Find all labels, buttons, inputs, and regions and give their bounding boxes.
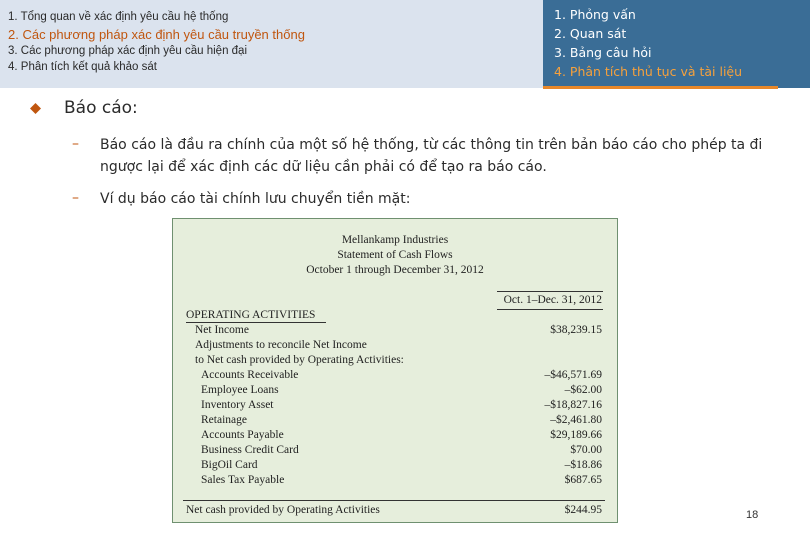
adjustment-value: –$18.86 xyxy=(564,459,602,471)
adjustment-label: Accounts Receivable xyxy=(201,369,299,381)
section-heading: Báo cáo: xyxy=(64,98,138,118)
adjustment-value: –$2,461.80 xyxy=(550,414,602,426)
statement-period: October 1 through December 31, 2012 xyxy=(306,264,484,276)
column-bottom-rule xyxy=(497,309,603,310)
adjustment-label: Business Credit Card xyxy=(201,444,299,456)
adjustment-value: –$62.00 xyxy=(564,384,602,396)
header-accent-rule xyxy=(543,86,778,89)
statement-title: Statement of Cash Flows xyxy=(337,249,453,261)
header-left-item-1: 1. Tổng quan về xác định yêu cầu hệ thống xyxy=(8,11,229,23)
statement-company: Mellankamp Industries xyxy=(341,234,449,246)
total-value: $244.95 xyxy=(564,504,602,516)
diamond-bullet-icon xyxy=(30,103,41,114)
adjustment-value: –$18,827.16 xyxy=(544,399,602,411)
column-top-rule xyxy=(497,291,603,292)
adjustment-value: $70.00 xyxy=(570,444,602,456)
adjustment-heading-2: to Net cash provided by Operating Activities: xyxy=(195,354,404,366)
header-left-item-3: 3. Các phương pháp xác định yêu cầu hiện đại xyxy=(8,45,248,57)
adjustment-label: Retainage xyxy=(201,414,247,426)
adjustment-value: –$46,571.69 xyxy=(544,369,602,381)
section-label: OPERATING ACTIVITIES xyxy=(186,309,316,321)
header-right-item-1: 1. Phỏng vấn xyxy=(554,7,636,22)
dash-bullet-2: – xyxy=(72,190,79,206)
adjustment-label: Sales Tax Payable xyxy=(201,474,285,486)
adjustment-label: Inventory Asset xyxy=(201,399,274,411)
adjustment-heading-1: Adjustments to reconcile Net Income xyxy=(195,339,367,351)
net-income-label: Net Income xyxy=(195,324,249,336)
column-header: Oct. 1–Dec. 31, 2012 xyxy=(503,294,602,306)
section-underline xyxy=(186,322,326,323)
sub-item-1: Báo cáo là đầu ra chính của một số hệ thống, từ các thông tin trên bản báo cáo cho phép ta đi ngược lại để xác định các dữ liệu cần phải có để tạo ra báo cáo. xyxy=(100,137,763,175)
header-right-item-2: 2. Quan sát xyxy=(554,26,627,41)
adjustment-label: Accounts Payable xyxy=(201,429,284,441)
sub-item-2: Ví dụ báo cáo tài chính lưu chuyển tiền mặt: xyxy=(100,191,411,207)
adjustment-value: $29,189.66 xyxy=(550,429,602,441)
header-left-item-4: 4. Phân tích kết quả khảo sát xyxy=(8,61,157,73)
header-right-item-3: 3. Bảng câu hỏi xyxy=(554,45,652,60)
total-label: Net cash provided by Operating Activities xyxy=(186,504,380,516)
adjustment-label: Employee Loans xyxy=(201,384,279,396)
net-income-value: $38,239.15 xyxy=(550,324,602,336)
adjustment-label: BigOil Card xyxy=(201,459,258,471)
dash-bullet-1: – xyxy=(72,136,79,152)
total-rule xyxy=(183,500,605,501)
page-number: 18 xyxy=(746,509,759,521)
header-left-item-2: 2. Các phương pháp xác định yêu cầu truyền thống xyxy=(8,27,305,42)
header-right-item-4: 4. Phân tích thủ tục và tài liệu xyxy=(554,64,743,79)
cash-flow-statement xyxy=(172,218,618,523)
adjustment-value: $687.65 xyxy=(564,474,602,486)
